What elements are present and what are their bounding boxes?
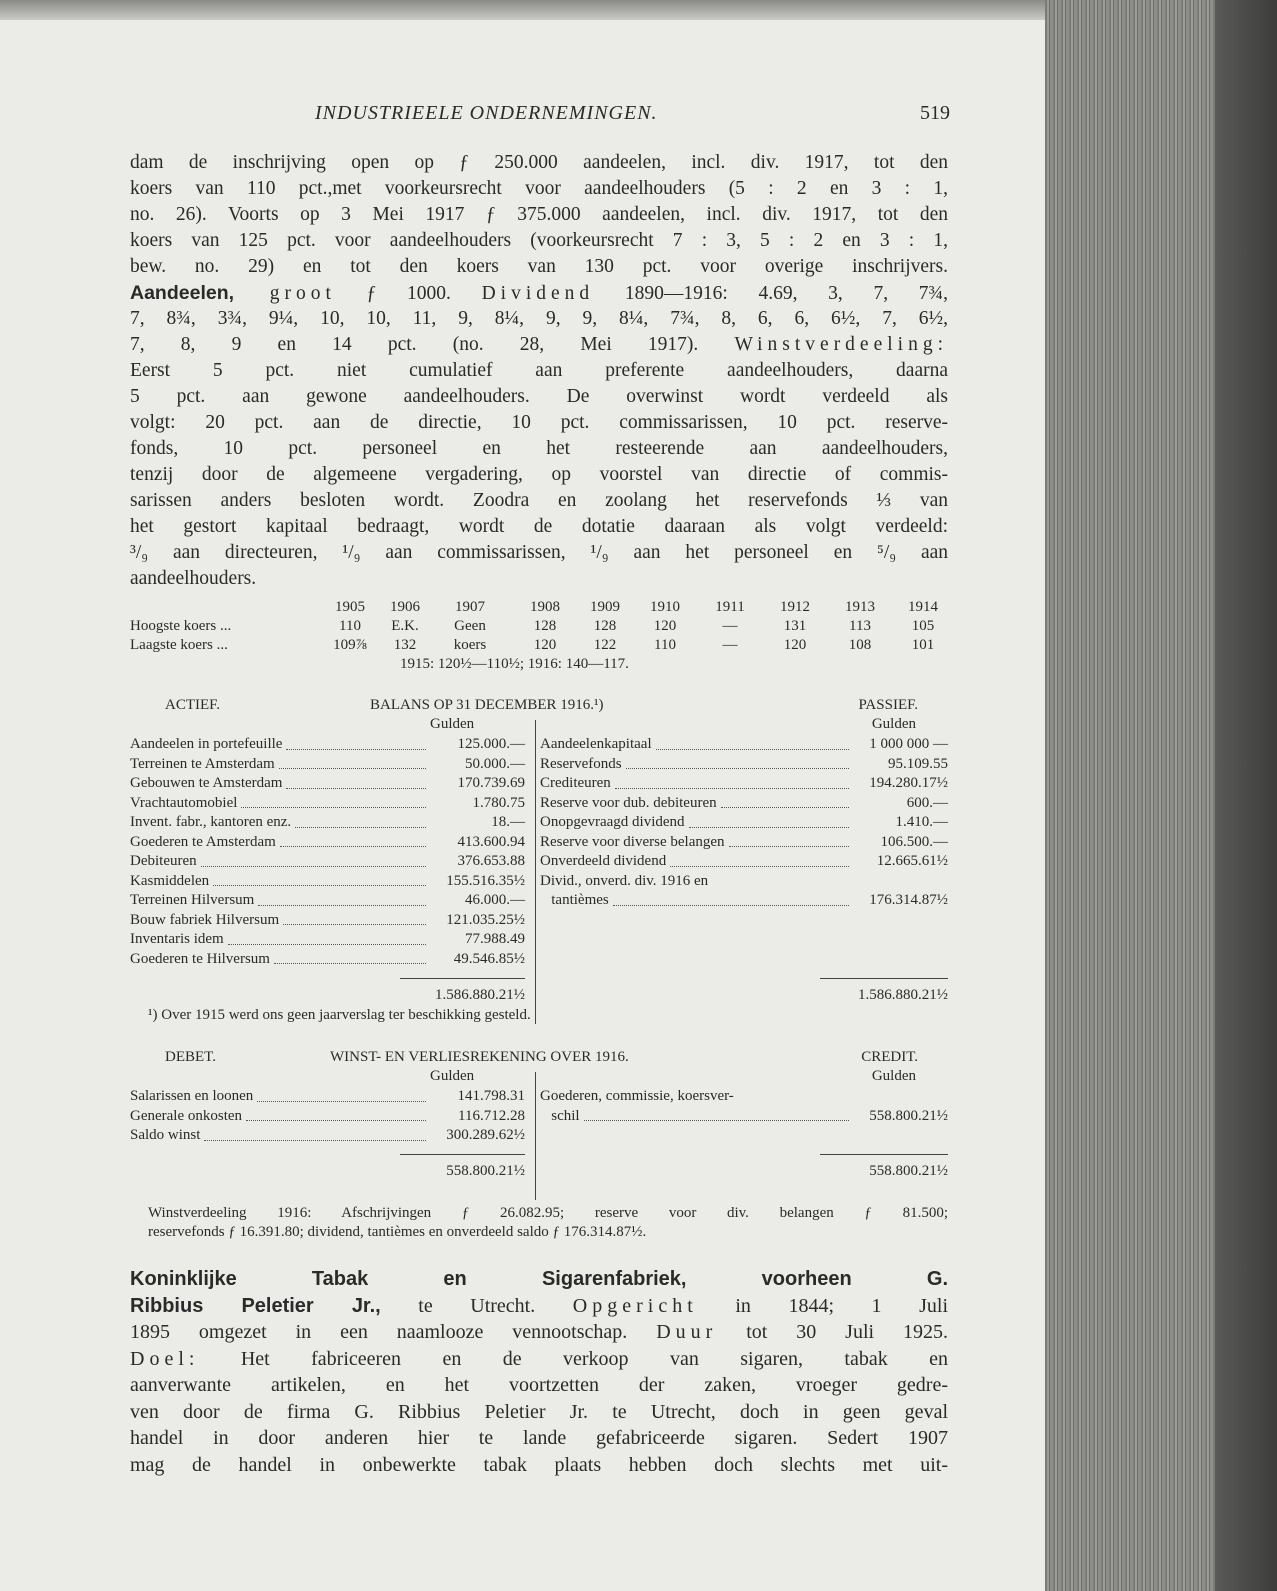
dot-leader [246,1107,426,1122]
row-label: Terreinen Hilversum [130,892,255,908]
row-amount: 413.600.94 [457,833,525,850]
year-header: 1906 [390,599,420,615]
text-line: mag de handel in onbewerkte tabak plaats hebben doch slechts met uit- [130,1453,948,1476]
row-amount [853,1087,948,1107]
right-heading: PASSIEF. [858,697,918,713]
dot-leader [615,774,849,789]
row-label: Kasmiddelen [130,872,210,889]
row-amount: 12.665.61½ [876,853,948,869]
row-amount: 18.— [491,814,525,830]
koers-row-label: Laagste koers ... [130,637,228,653]
row-label: schil [540,1107,580,1124]
row-amount: 77.988.49 [465,931,525,947]
left-heading: ACTIEF. [165,697,221,713]
dot-leader [670,852,849,867]
unit-left: Gulden [430,1068,475,1084]
text-line [130,1293,948,1320]
koers-value: koers [453,637,487,653]
row-amount: 155.516.35½ [446,872,525,889]
row-label: Divid., onverd. div. 1916 en [540,872,709,889]
balance-sheet [130,696,948,1026]
row-label: Invent. fabr., kantoren enz. [130,814,292,830]
row-label: Inventaris idem [130,931,224,947]
row-label: Salarissen en loonen [130,1088,254,1104]
row-amount: 116.712.28 [458,1107,525,1124]
account-row [540,735,948,755]
dot-leader [283,911,426,926]
column-divider [535,1072,536,1200]
text-line: aanverwante artikelen, en het voortzetten der zaken, vroeger gedre- [130,1374,948,1396]
account-row [540,755,948,775]
dot-leader [258,891,426,906]
total-rule [400,978,525,979]
account-row [540,1087,948,1107]
row-label: Crediteuren [540,775,611,791]
row-amount: 600.— [906,794,948,811]
year-header: 1907 [455,599,485,615]
dot-leader [286,774,426,789]
text-segment: Winstverdeeling: [734,334,948,355]
dot-leader [279,755,426,770]
row-amount: 106.500.— [880,833,948,850]
text-segment: 7, 8, 9 en 14 pct. (no. 28, Mei 1917). [130,334,735,355]
account-title: WINST- EN VERLIESREKENING OVER 1916. [330,1049,629,1065]
intro-paragraph [130,150,948,592]
account-row [130,872,525,892]
left-heading: DEBET. [165,1049,216,1065]
row-label: Reserve voor diverse belangen [540,833,725,850]
text-line [130,332,948,358]
text-segment: in 1844; 1 Juli [697,1294,948,1317]
row-label: Aandeelen in portefeuille [130,736,283,752]
text-segment: ƒ 1000. [335,283,482,304]
koers-value: 128 [533,618,557,634]
text-segment: Doel: [130,1347,200,1370]
row-amount: 170.739.69 [457,775,525,791]
text-segment: te Utrecht. [380,1294,573,1317]
koers-value: — [722,618,738,634]
running-header [130,102,950,128]
unit-right: Gulden [871,716,916,732]
text-segment: Ribbius Peletier Jr., [130,1294,381,1317]
koers-value: 120 [783,637,807,653]
row-amount: 50.000.— [465,755,525,772]
text-segment: groot [234,283,336,304]
koers-value: 113 [849,618,871,634]
winstverdeeling-note [148,1204,948,1242]
dot-leader [213,872,426,887]
row-label: Generale onkosten [130,1107,243,1124]
text-segment: 1895 omgezet in een naamlooze vennootschap. [130,1321,657,1343]
text-line: Winstverdeeling 1916: Afschrijvingen ƒ 26.082.95; reserve voor div. belangen ƒ 81.500; [148,1205,948,1221]
row-label: Reservefonds [540,755,622,772]
total-rule [820,1154,948,1155]
dot-leader [729,833,849,848]
column-divider [535,720,536,1024]
footnote: ¹) Over 1915 werd ons geen jaarverslag ter beschikking gesteld. [148,1007,531,1023]
account-row [540,1107,948,1127]
text-segment: 1890—1916: 4.69, 3, 7, 7¾, [594,283,949,304]
text-line: ven door de firma G. Ribbius Peletier Jr. te Utrecht, doch in geen geval [130,1400,948,1423]
row-label: Saldo winst [130,1127,201,1143]
account-row [130,1087,525,1107]
koers-value: 101 [911,637,935,653]
account-row [130,891,525,911]
row-amount: 49.546.85½ [453,950,525,967]
koers-value: 110 [339,618,361,634]
row-label: Terreinen te Amsterdam [130,755,275,772]
account-row [130,774,525,794]
year-header: 1910 [650,599,680,615]
text-segment: Duur [656,1321,718,1343]
koers-value: 128 [593,618,617,634]
text-line: Eerst 5 pct. niet cumulatief aan preferente aandeelhouders, daarna [130,360,948,381]
koers-note: 1915: 120½—110½; 1916: 140—117. [400,656,629,672]
account-title: BALANS OP 31 DECEMBER 1916.¹) [370,697,604,713]
row-label: Goederen te Amsterdam [130,833,276,850]
row-amount: 121.035.25½ [446,911,525,928]
account-row [130,833,525,853]
account-row [130,950,525,970]
text-line: sarissen anders besloten wordt. Zoodra en zoolang het reservefonds ⅓ van [130,490,948,511]
account-row [540,774,948,794]
text-line: koers van 125 pct. voor aandeelhouders (voorkeursrecht 7 : 3, 5 : 2 en 3 : 1, [130,230,948,251]
dot-leader [626,755,849,770]
koers-table [130,598,948,672]
row-label: Onopgevraagd dividend [540,814,685,830]
row-label: Goederen, commissie, koersver- [540,1088,734,1104]
text-segment: Aandeelen, [130,282,235,304]
row-label: Reserve voor dub. debiteuren [540,794,717,811]
profit-loss-account [130,1048,948,1188]
row-amount: 376.653.88 [457,853,525,869]
koers-value: 122 [593,637,617,653]
dot-leader [241,794,426,809]
koers-value: E.K. [391,618,419,634]
text-segment: Het fabriceeren en de verkoop van sigaren, tabak en [199,1347,948,1370]
row-amount: 1.410.— [895,814,948,830]
row-amount: 141.798.31 [457,1088,525,1104]
dot-leader [204,1126,426,1141]
dot-leader [257,1087,426,1102]
text-line: 7, 8¾, 3¾, 9¼, 10, 10, 11, 9, 8¼, 9, 9, 8¼, 7¾, 8, 6, 6, 6½, 7, 6½, [130,308,948,329]
text-line [130,1319,948,1346]
text-segment: Dividend [481,283,595,304]
total-left: 558.800.21½ [446,1163,525,1179]
dot-leader [274,950,426,965]
dot-leader [721,794,849,809]
dot-leader [286,735,426,750]
row-amount: 125.000.— [457,736,525,752]
account-row [130,794,525,814]
total-rule [820,978,948,979]
text-line: dam de inschrijving open op ƒ 250.000 aandeelen, incl. div. 1917, tot den [130,152,948,173]
row-label: tantièmes [540,892,609,908]
text-line: aandeelhouders. [130,568,257,589]
text-segment: Opgericht [572,1294,698,1317]
text-line: het gestort kapitaal bedraagt, wordt de dotatie daaraan als volgt verdeeld: [130,516,948,537]
text-line [130,280,948,306]
account-row [130,1126,525,1146]
text-line: 5 pct. aan gewone aandeelhouders. De overwinst wordt verdeeld als [130,386,948,407]
row-label: Gebouwen te Amsterdam [130,775,283,791]
dot-leader [295,813,426,828]
account-row [130,1107,525,1127]
koers-value: 108 [848,637,872,653]
koers-value: 109⅞ [333,637,367,653]
total-rule [400,1154,525,1155]
unit-right: Gulden [871,1068,916,1084]
dot-leader [280,833,426,848]
account-row [540,891,948,911]
year-header: 1914 [908,599,938,615]
year-header: 1905 [335,599,365,615]
row-amount: 176.314.87½ [869,892,948,908]
row-label: Vrachtautomobiel [130,794,238,811]
year-header: 1909 [590,599,620,615]
dot-leader [201,852,426,867]
row-label: Debiteuren [130,853,197,869]
text-line: reservefonds ƒ 16.391.80; dividend, tantièmes en onverdeeld saldo ƒ 176.314.87½. [148,1224,647,1240]
right-heading: CREDIT. [861,1049,918,1065]
year-header: 1912 [780,599,810,615]
account-row [130,813,525,833]
row-amount [853,872,948,892]
koers-value: 132 [393,637,417,653]
text-line: tenzij door de algemeene vergadering, op voorstel van directie of commis- [130,464,948,485]
koers-value: Geen [454,618,486,634]
koers-value: — [722,637,738,653]
row-amount: 1 000 000 — [869,736,948,752]
koers-value: 105 [911,618,935,634]
text-line: no. 26). Voorts op 3 Mei 1917 ƒ 375.000 aandeelen, incl. div. 1917, tot den [130,204,948,225]
account-row [540,833,948,853]
account-row [130,911,525,931]
koers-value: 120 [653,618,677,634]
text-line [130,1346,948,1373]
total-left: 1.586.880.21½ [435,987,525,1003]
text-line: handel in door anderen hier te lande gefabriceerde sigaren. Sedert 1907 [130,1427,948,1449]
text-line: bew. no. 29) en tot den koers van 130 pct. voor overige inschrijvers. [130,256,948,277]
dot-leader [228,930,426,945]
dot-leader [689,813,849,828]
koers-value: 120 [533,637,557,653]
account-row [540,872,948,892]
account-row [540,813,948,833]
dot-leader [656,735,849,750]
total-right: 558.800.21½ [869,1163,948,1179]
text-segment: tot 30 Juli 1925. [717,1321,948,1343]
row-amount: 1.780.75 [472,794,525,811]
row-label: Bouw fabriek Hilversum [130,911,280,928]
text-segment: Koninklijke Tabak en Sigarenfabriek, voorheen G. [130,1268,948,1290]
row-amount: 558.800.21½ [869,1107,948,1124]
row-amount: 95.109.55 [888,755,948,772]
row-label: Aandeelenkapitaal [540,736,652,752]
row-label: Goederen te Hilversum [130,950,270,967]
account-row [130,930,525,950]
koers-row-label: Hoogste koers ... [130,618,232,634]
year-header: 1908 [530,599,560,615]
year-header: 1913 [845,599,875,615]
page-number: 519 [920,102,950,124]
text-line [130,1266,948,1293]
next-company-entry [130,1266,948,1478]
running-title: INDUSTRIEELE ONDERNEMINGEN. [315,102,658,124]
row-amount: 194.280.17½ [869,775,948,791]
row-label: Onverdeeld dividend [540,853,667,869]
dot-leader [584,1107,849,1122]
row-amount: 300.289.62½ [446,1127,525,1143]
dot-leader [613,891,849,906]
text-line: ³/₉ aan directeuren, ¹/₉ aan commissarissen, ¹/₉ aan het personeel en ⁵/₉ aan [130,542,948,563]
koers-value: 131 [783,618,807,634]
unit-left: Gulden [430,716,475,732]
account-row [130,735,525,755]
row-amount: 46.000.— [465,892,525,908]
year-header: 1911 [715,599,745,615]
account-row [130,755,525,775]
koers-value: 110 [654,637,676,653]
text-line: volgt: 20 pct. aan de directie, 10 pct. commissarissen, 10 pct. reserve- [130,412,948,433]
book-cover-edge [1215,0,1277,1591]
total-right: 1.586.880.21½ [858,987,948,1003]
account-row [540,852,948,872]
text-line: fonds, 10 pct. personeel en het resteerende aan aandeelhouders, [130,438,948,459]
account-row [130,852,525,872]
text-line: koers van 110 pct.,met voorkeursrecht voor aandeelhouders (5 : 2 en 3 : 1, [130,178,948,199]
account-row [540,794,948,814]
